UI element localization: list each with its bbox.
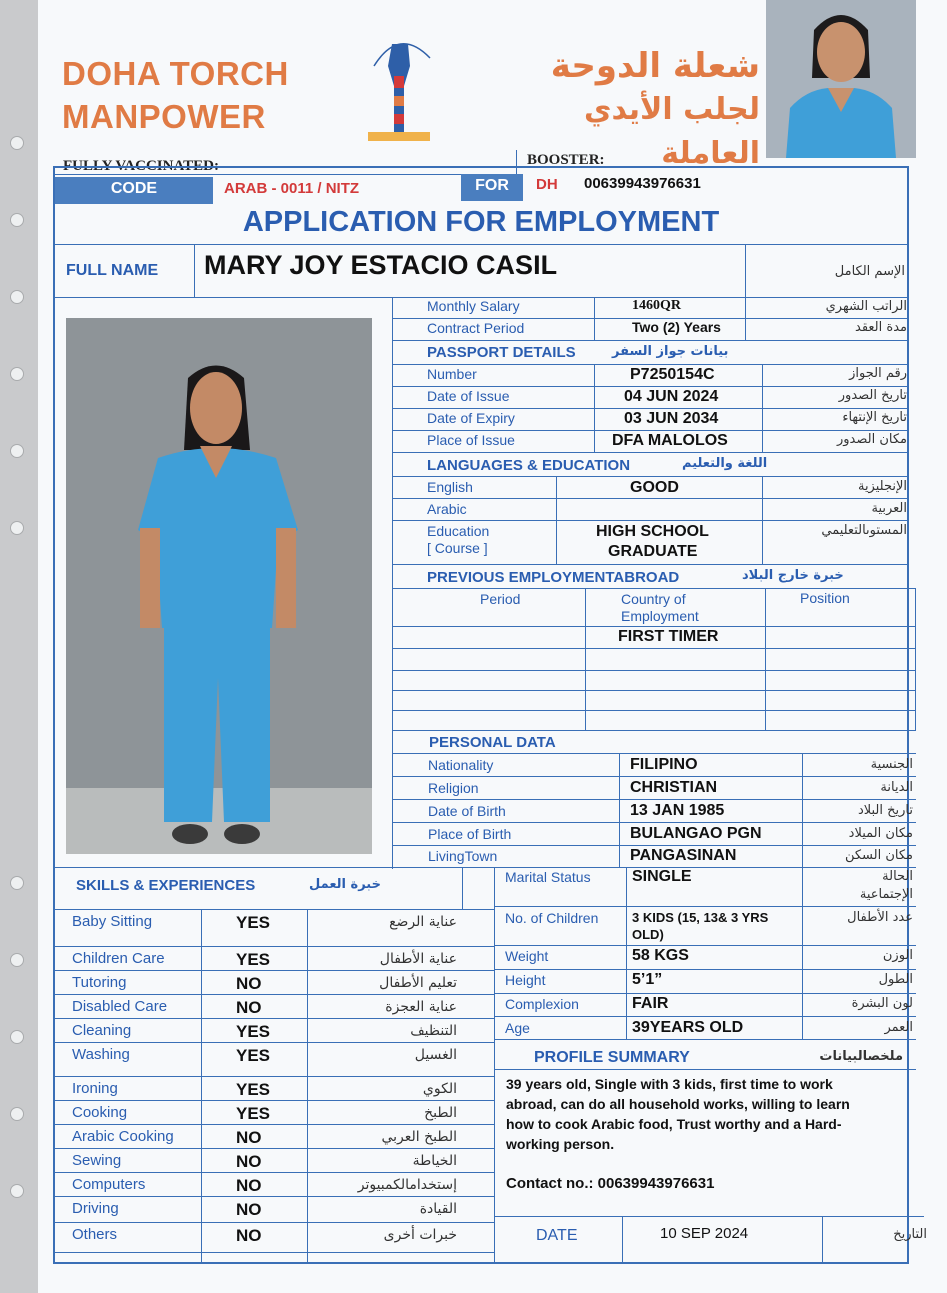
- age-value: 39YEARS OLD: [632, 1019, 744, 1036]
- passport-number-ar: رقم الجواز: [849, 366, 907, 381]
- full-name-value: MARY JOY ESTACIO CASIL: [204, 250, 558, 280]
- marital-status-ar-line2: الإجتماعية: [859, 887, 913, 902]
- skill-label: Others: [72, 1226, 118, 1243]
- education-value-line1: HIGH SCHOOL: [596, 523, 709, 540]
- date-label: DATE: [536, 1227, 578, 1244]
- passport-heading: PASSPORT DETAILS: [427, 344, 576, 361]
- english-value: GOOD: [630, 479, 679, 496]
- monthly-salary-label: Monthly Salary: [427, 298, 520, 314]
- passport-issue-ar: تاريخ الصدور: [838, 388, 907, 403]
- dob-value: 13 JAN 1985: [630, 802, 725, 819]
- binder-hole: [10, 136, 24, 150]
- passport-place-label: Place of Issue: [427, 432, 515, 448]
- skill-label-ar: التنظيف: [410, 1023, 457, 1039]
- skills-row-divider: [53, 1124, 494, 1125]
- skills-row-divider: [53, 946, 494, 947]
- code-label: CODE: [55, 177, 213, 204]
- binder-hole: [10, 521, 24, 535]
- skill-label-ar: عناية العجزة: [385, 999, 457, 1015]
- skill-value: NO: [236, 1200, 262, 1219]
- skill-label: Ironing: [72, 1080, 118, 1097]
- skills-row-divider: [53, 1196, 494, 1197]
- skill-label-ar: تعليم الأطفال: [379, 975, 457, 991]
- skills-row-divider: [53, 1018, 494, 1019]
- arabic-ar: العربية: [871, 501, 907, 516]
- dob-ar: تاريخ البلاد: [857, 803, 913, 818]
- passport-place-value: DFA MALOLOS: [612, 432, 728, 449]
- nationality-label: Nationality: [428, 757, 494, 773]
- binder-hole: [10, 1107, 24, 1121]
- passport-number-label: Number: [427, 366, 477, 382]
- date-ar: التاريخ: [893, 1227, 927, 1242]
- skills-row-divider: [53, 1222, 494, 1223]
- binder-hole: [10, 444, 24, 458]
- passport-place-ar: مكان الصدور: [836, 432, 907, 447]
- employment-col-period: Period: [480, 591, 521, 607]
- form-title: APPLICATION FOR EMPLOYMENT: [242, 206, 720, 238]
- profile-heading: PROFILE SUMMARY: [534, 1049, 690, 1066]
- arabic-label: Arabic: [427, 501, 467, 517]
- education-value-line2: GRADUATE: [608, 543, 698, 560]
- profile-heading-ar: ملخصالبيانات: [819, 1049, 903, 1064]
- complexion-ar: لون البشرة: [851, 996, 913, 1011]
- skills-row-divider: [53, 1148, 494, 1149]
- full-name-label: FULL NAME: [66, 262, 159, 279]
- skills-heading-ar: خبرة العمل: [309, 877, 381, 892]
- nationality-value: FILIPINO: [630, 756, 698, 773]
- religion-ar: الديانة: [880, 780, 913, 795]
- skill-value: NO: [236, 974, 262, 993]
- education-sublabel: [ Course ]: [427, 540, 488, 556]
- passport-expiry-value: 03 JUN 2034: [624, 410, 719, 427]
- binder-hole: [10, 290, 24, 304]
- skills-row-divider: [53, 1172, 494, 1173]
- skills-row-divider: [53, 1042, 494, 1043]
- binder-hole: [10, 953, 24, 967]
- pob-label: Place of Birth: [428, 826, 512, 842]
- skill-value: YES: [236, 1046, 271, 1065]
- weight-value: 58 KGS: [632, 947, 689, 964]
- marital-status-label: Marital Status: [505, 869, 591, 885]
- weight-label: Weight: [505, 948, 549, 964]
- living-town-value: PANGASINAN: [630, 847, 737, 864]
- binder-hole: [10, 367, 24, 381]
- complexion-label: Complexion: [505, 996, 579, 1012]
- company-name-ar: شعلة الدوحة لجلب الأيدي العاملة: [550, 46, 760, 171]
- children-value-line1: 3 KIDS (15, 13& 3 YRS: [632, 910, 769, 925]
- passport-number-value: P7250154C: [630, 366, 715, 383]
- skill-value: YES: [236, 1022, 271, 1041]
- employment-col-position: Position: [800, 590, 850, 606]
- booster-label: BOOSTER:: [527, 152, 605, 168]
- children-value-line2: OLD): [632, 927, 664, 942]
- skill-label-ar: الطبخ: [424, 1105, 457, 1121]
- skills-heading: SKILLS & EXPERIENCES: [76, 877, 256, 894]
- binder-sleeve: [0, 0, 40, 1293]
- skill-label: Washing: [72, 1046, 130, 1063]
- binder-hole: [10, 876, 24, 890]
- skill-value: YES: [236, 1080, 271, 1099]
- skill-label: Driving: [72, 1200, 119, 1217]
- skill-value: NO: [236, 1226, 262, 1245]
- skill-label-ar: عناية الأطفال: [379, 951, 457, 967]
- skill-label-ar: إستخدامالكمبيوتر: [357, 1177, 457, 1193]
- skills-row-divider: [53, 970, 494, 971]
- full-name-ar: الإسم الكامل: [834, 264, 905, 279]
- education-label: Education: [427, 523, 490, 539]
- living-town-label: LivingTown: [428, 848, 498, 864]
- contract-period-ar: مدة العقد: [855, 320, 907, 335]
- contact-number: Contact no.: 00639943976631: [506, 1175, 715, 1192]
- skill-label: Cleaning: [72, 1022, 132, 1039]
- skill-value: YES: [236, 950, 271, 969]
- monthly-salary-value: 1460QR: [632, 298, 681, 313]
- religion-value: CHRISTIAN: [630, 779, 718, 796]
- marital-status-ar-line1: الحالة: [882, 869, 913, 884]
- complexion-value: FAIR: [632, 995, 669, 1012]
- binder-hole: [10, 1030, 24, 1044]
- company-name-en: DOHA TORCH MANPOWER: [62, 55, 289, 135]
- employment-entry: FIRST TIMER: [618, 628, 719, 645]
- skill-label: Computers: [72, 1176, 146, 1193]
- applicant-headshot: [766, 0, 916, 158]
- passport-expiry-ar: تاريخ الإنتهاء: [842, 410, 907, 425]
- skill-value: NO: [236, 1128, 262, 1147]
- binder-hole: [10, 213, 24, 227]
- contract-period-value: Two (2) Years: [632, 319, 721, 335]
- personal-heading: PERSONAL DATA: [429, 734, 556, 751]
- skill-label: Disabled Care: [72, 998, 168, 1015]
- skill-label-ar: خبرات أخرى: [383, 1227, 457, 1243]
- skill-label-ar: الخياطة: [412, 1153, 457, 1169]
- skill-label: Sewing: [72, 1152, 122, 1169]
- code-value: ARAB - 0011 / NITZ: [224, 180, 360, 197]
- passport-expiry-label: Date of Expiry: [427, 410, 515, 426]
- height-label: Height: [505, 972, 546, 988]
- employment-col-country-line1: Country of: [621, 591, 686, 607]
- skill-label: Arabic Cooking: [72, 1128, 174, 1145]
- employment-heading: PREVIOUS EMPLOYMENTABROAD: [427, 569, 680, 586]
- weight-ar: الوزن: [882, 948, 913, 963]
- skill-label: Cooking: [72, 1104, 128, 1121]
- pob-value: BULANGAO PGN: [630, 825, 762, 842]
- children-label: No. of Children: [505, 910, 599, 926]
- contract-period-label: Contract Period: [427, 320, 525, 336]
- date-value: 10 SEP 2024: [660, 1225, 749, 1242]
- skills-row-divider: [53, 1076, 494, 1077]
- age-ar: العمر: [884, 1020, 913, 1035]
- skill-value: NO: [236, 1176, 262, 1195]
- skills-row-divider: [53, 1252, 494, 1253]
- employment-col-country-line2: Employment: [621, 608, 699, 624]
- english-ar: الإنجليزية: [857, 479, 907, 494]
- skill-label: Children Care: [72, 950, 165, 967]
- passport-issue-value: 04 JUN 2024: [624, 388, 719, 405]
- skill-value: NO: [236, 1152, 262, 1171]
- fully-vaccinated-label: FULLY VACCINATED:: [63, 158, 220, 174]
- skills-row-divider: [53, 994, 494, 995]
- children-ar: عدد الأطفال: [847, 910, 913, 925]
- skill-label: Baby Sitting: [72, 913, 153, 930]
- passport-heading-ar: بيانات جواز السفر: [612, 344, 729, 359]
- skill-label-ar: عناية الرضع: [389, 914, 457, 930]
- languages-heading-ar: اللغة والتعليم: [682, 456, 768, 471]
- marital-status-value: SINGLE: [632, 868, 692, 885]
- nationality-ar: الجنسية: [870, 757, 913, 772]
- torch-tower-logo: [364, 36, 434, 146]
- for-value: DH: [536, 176, 558, 193]
- for-label: FOR: [461, 174, 523, 201]
- education-ar: المستوىالتعليمي: [821, 523, 907, 538]
- skill-value: YES: [236, 913, 271, 932]
- age-label: Age: [505, 1020, 530, 1036]
- passport-issue-label: Date of Issue: [427, 388, 510, 404]
- skill-label-ar: الغسيل: [414, 1047, 457, 1063]
- applicant-full-body-photo: [66, 318, 372, 854]
- skill-label: Tutoring: [72, 974, 127, 991]
- pob-ar: مكان الميلاد: [848, 826, 913, 841]
- profile-summary-text: 39 years old, Single with 3 kids, first time to work abroad, can do all household works, willing to learn how to cook Arabic food, Trust worthy and a Hard- working person. Contact no.: 00639943976631: [506, 1074, 898, 1194]
- english-label: English: [427, 479, 473, 495]
- monthly-salary-ar: الراتب الشهري: [825, 299, 907, 314]
- skill-label-ar: القيادة: [419, 1201, 457, 1217]
- skills-row-divider: [53, 1100, 494, 1101]
- skill-value: YES: [236, 1104, 271, 1123]
- dob-label: Date of Birth: [428, 803, 506, 819]
- skill-label-ar: الكوي: [422, 1081, 457, 1097]
- employment-heading-ar: خبرة خارج البلاد: [742, 568, 844, 583]
- skill-label-ar: الطبخ العربي: [381, 1129, 457, 1145]
- living-town-ar: مكان السكن: [844, 848, 913, 863]
- height-ar: الطول: [878, 972, 913, 987]
- binder-hole: [10, 1184, 24, 1198]
- religion-label: Religion: [428, 780, 479, 796]
- height-value: 5’1”: [632, 971, 663, 988]
- languages-heading: LANGUAGES & EDUCATION: [427, 457, 631, 474]
- header-phone: 00639943976631: [584, 175, 701, 192]
- skill-value: NO: [236, 998, 262, 1017]
